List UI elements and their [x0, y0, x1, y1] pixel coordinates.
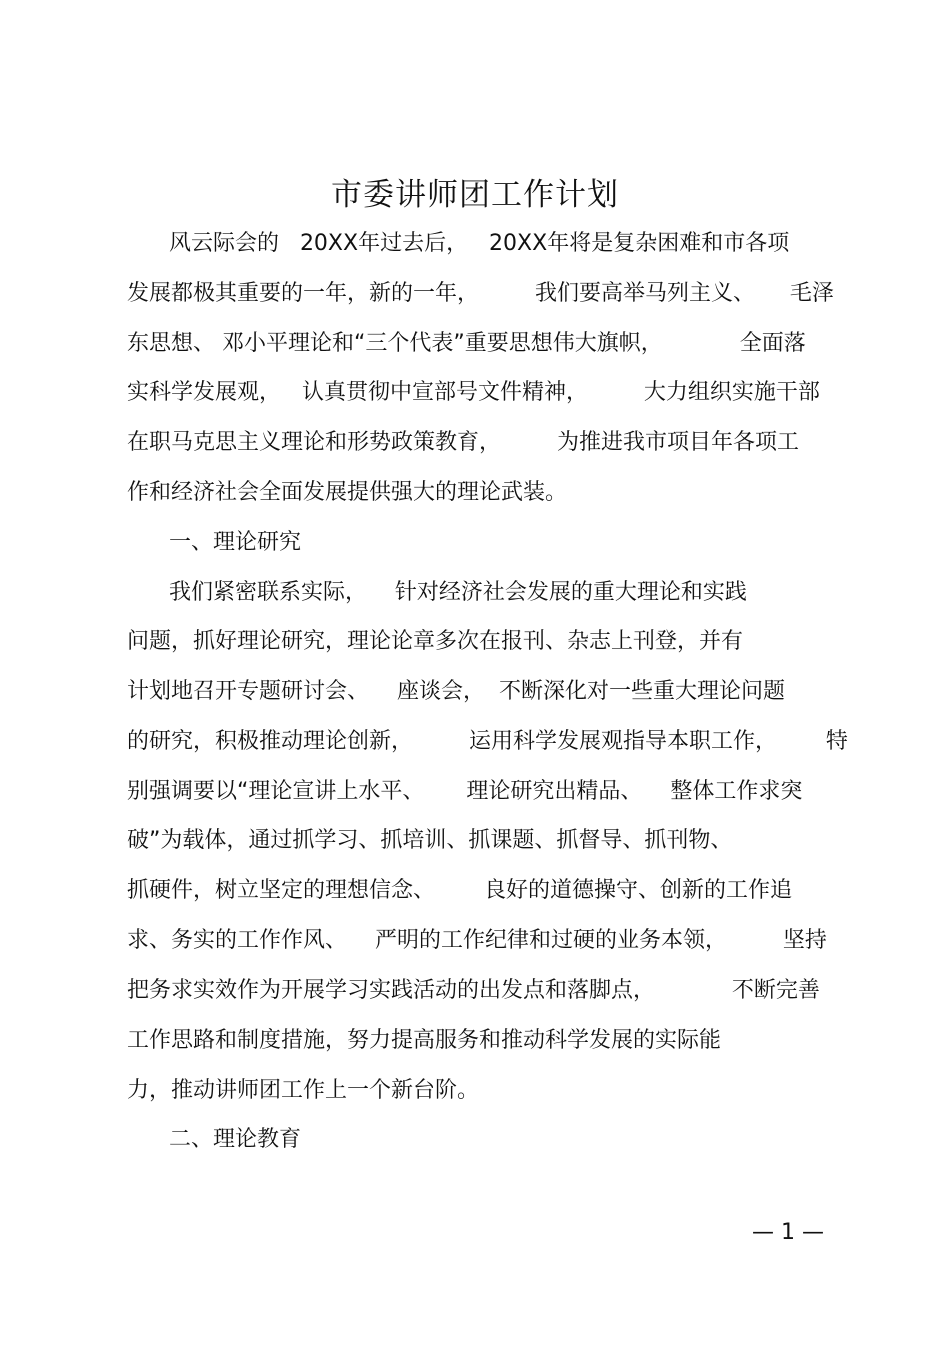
body-line: 在职马克思主义理论和形势政策教育， 为推进我市项目年各项工 [127, 430, 799, 455]
body-line: 计划地召开专题研讨会、 座谈会， 不断深化对一些重大理论问题 [127, 679, 785, 704]
body-line: 别强调要以“理论宣讲上水平、 理论研究出精品、 整体工作求突 [127, 779, 803, 804]
body-line: 的研究，积极推动理论创新， 运用科学发展观指导本职工作， 特 [127, 729, 848, 754]
body-line: 把务求实效作为开展学习实践活动的出发点和落脚点， 不断完善 [127, 978, 820, 1003]
body-line: 问题，抓好理论研究，理论论章多次在报刊、杂志上刊登，并有 [127, 629, 744, 654]
body-line: 破”为载体，通过抓学习、抓培训、抓课题、抓督导、抓刊物、 [127, 828, 733, 853]
document-title: 市委讲师团工作计划 [331, 177, 619, 213]
body-line: 东思想、 邓小平理论和“三个代表”重要思想伟大旗帜， 全面落 [127, 331, 806, 356]
body-line: 作和经济社会全面发展提供强大的理论武装。 [127, 480, 568, 505]
body-line: 实科学发展观， 认真贯彻中宣部号文件精神， 大力组织实施干部 [127, 380, 820, 405]
page-number: — 1 — [752, 1220, 824, 1245]
body-line: 工作思路和制度措施，努力提高服务和推动科学发展的实际能 [127, 1028, 722, 1053]
body-line: 我们紧密联系实际， 针对经济社会发展的重大理论和实践 [127, 580, 747, 605]
body-line: 抓硬件，树立坚定的理想信念、 良好的道德操守、创新的工作追 [127, 878, 792, 903]
body-line: 求、务实的工作作风、 严明的工作纪律和过硬的业务本领， 坚持 [127, 928, 827, 953]
section-heading: 一、理论研究 [127, 530, 301, 555]
body-line: 发展都极其重要的一年，新的一年， 我们要高举马列主义、 毛泽 [127, 281, 834, 306]
body-line: 力，推动讲师团工作上一个新台阶。 [127, 1078, 480, 1103]
section-heading: 二、理论教育 [127, 1127, 301, 1152]
body-line: 风云际会的 20XX年过去后， 20XX年将是复杂困难和市各项 [127, 231, 790, 256]
